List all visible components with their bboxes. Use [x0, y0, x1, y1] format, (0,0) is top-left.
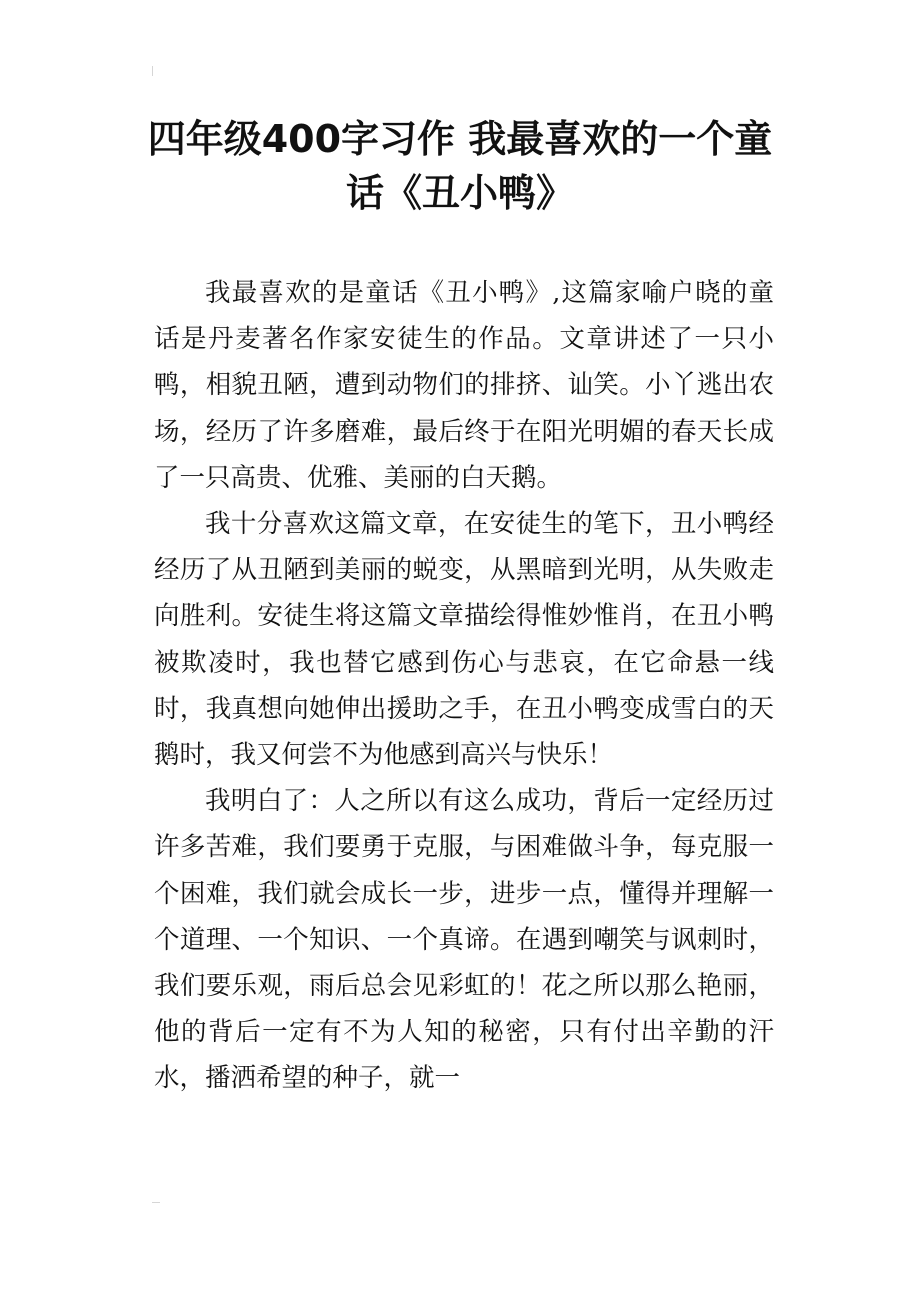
- corner-crop-mark: [152, 1190, 160, 1203]
- document-title: 四年级400字习作 我最喜欢的一个童话《丑小鸭》: [147, 117, 773, 215]
- paragraph-3: 我明白了：人之所以有这么成功，背后一定经历过许多苦难，我们要勇于克服，与困难做斗争，每克服一个困难，我们就会成长一步，进步一点，懂得并理解一个道理、一个知识、一个真谛。在遇到嘲笑与讽刺时，我们要乐观，雨后总会见彩虹的！花之所以那么艳丽，他的背后一定有不为人知的秘密，只有付出辛勤的汗水，播洒希望的种子，就一: [154, 786, 774, 1094]
- corner-crop-mark: [152, 66, 159, 76]
- document-body: [154, 270, 774, 1102]
- paragraph-1: 我最喜欢的是童话《丑小鸭》,这篇家喻户晓的童话是丹麦著名作家安徒生的作品。文章讲述了一只小鸭，相貌丑陋，遭到动物们的排挤、讪笑。小丫逃出农场，经历了许多磨难，最后终于在阳光明媚的春天长成了一只高贵、优雅、美丽的白天鹅。: [154, 278, 774, 493]
- paragraph-2: 我十分喜欢这篇文章，在安徒生的笔下，丑小鸭经经历了从丑陋到美丽的蜕变，从黑暗到光明，从失败走向胜利。安徒生将这篇文章描绘得惟妙惟肖，在丑小鸭被欺凌时，我也替它感到伤心与悲哀，在它命悬一线时，我真想向她伸出援助之手，在丑小鸭变成雪白的天鹅时，我又何尝不为他感到高兴与快乐！: [154, 509, 774, 771]
